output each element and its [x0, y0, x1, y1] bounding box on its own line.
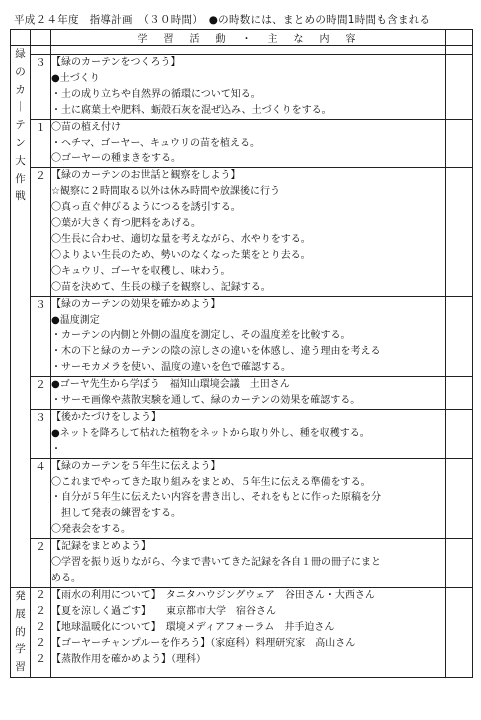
unit-label-char: ｜ — [15, 101, 26, 114]
activity-line: 〇真っ直ぐ伸びるようにつるを誘引する。 — [51, 202, 241, 214]
unit-label-char: 発 — [15, 589, 26, 602]
activity-line: ●温度測定 — [51, 314, 100, 326]
unit-label-cell — [11, 587, 31, 677]
activity-line: 【ゴーヤーチャンプルーを作ろう】（家庭科）料理研究家 高山さん — [51, 637, 356, 649]
activity-line: 【緑のカーテンをつくろう】 — [51, 57, 181, 68]
unit-label-char: 的 — [15, 625, 26, 638]
activity-line: 〇苗を決めて、生長の様子を観察し、記録する。 — [51, 281, 271, 293]
activity-row — [11, 377, 473, 410]
activity-cell — [51, 458, 446, 539]
hours-value: ２ — [35, 588, 46, 601]
notes-cell — [446, 458, 473, 539]
unit-label — [15, 46, 27, 206]
activity-line: ・ヘチマ、ゴーヤー、キュウリの苗を植える。 — [51, 137, 260, 149]
activity-line: ・自分が５年生に伝えたい内容を書き出し、それをもとに作った原稿を分 — [51, 492, 381, 504]
activity-line: ・サーモカメラを使い、温度の違いを色で確認する。 — [51, 362, 291, 374]
hours-cell: ２ — [31, 377, 51, 410]
hours-cell: １ — [31, 119, 51, 168]
hours-value: ２ — [35, 604, 46, 617]
unit-label-char: 大 — [15, 154, 26, 167]
unit-label-char: テ — [15, 119, 26, 132]
hours-value: ２ — [35, 652, 46, 665]
page-title: 平成２４年度 指導計画 （３０時間） ●の時数には、まとめの時間1時間も含まれる — [14, 14, 431, 26]
activity-line: 【地球温暖化について】 環境メディアフォーラム 井手迫さん — [51, 621, 335, 633]
spacer-row — [11, 46, 473, 55]
activity-cell — [51, 409, 446, 458]
activity-line: 〇これまでやってきた取り組みをまとめ、５年生に伝える準備をする。 — [51, 476, 371, 488]
activity-line: 〇ゴーヤーの種まきをする。 — [51, 153, 181, 165]
activity-cell — [51, 539, 446, 588]
notes-cell — [446, 119, 473, 168]
hours-cell: ３ — [31, 296, 51, 377]
activity-row — [11, 55, 473, 120]
activity-cell — [51, 296, 446, 377]
activity-row — [11, 168, 473, 296]
unit-label-char: ン — [15, 136, 26, 149]
notes-cell — [446, 539, 473, 588]
unit-label-char: 展 — [15, 607, 26, 620]
notes-cell — [446, 296, 473, 377]
hours-value: ２ — [35, 636, 46, 649]
activity-line: ・土の成り立ちや自然界の循環について知る。 — [51, 88, 261, 100]
activity-line: 【緑のカーテンを５年生に伝えよう】 — [51, 460, 221, 472]
activity-cell — [51, 587, 446, 677]
unit-label-char: 作 — [15, 172, 26, 185]
unit-label — [15, 588, 27, 677]
notes-cell — [446, 168, 473, 296]
activity-line: 〇キュウリ、ゴーヤを収穫し、味わう。 — [51, 265, 231, 277]
header-blank-cell — [446, 30, 473, 46]
spacer-cell — [31, 46, 51, 55]
unit-label-char: 学 — [15, 643, 26, 656]
notes-cell — [446, 377, 473, 410]
hours-cell — [31, 587, 51, 677]
activity-line: 担して発表の練習をする。 — [51, 508, 181, 520]
activity-line: ・サーモ画像や蒸散実験を通して、緑のカーテンの効果を確認する。 — [51, 395, 361, 407]
activity-line: 〇学習を振り返りながら、今まで書いてきた記録を各自１冊の冊子にまと — [51, 557, 381, 569]
activity-line: ・土に腐葉土や肥料、蛎殻石灰を混ぜ込み、土づくりをする。 — [51, 104, 332, 116]
activity-line: 【記録をまとめよう】 — [51, 541, 151, 553]
activity-line: ●ゴーヤ先生から学ぼう 福知山環境会議 土田さん — [51, 379, 290, 391]
header-blank-cell — [11, 30, 31, 46]
hours-value: ２ — [35, 620, 46, 633]
activity-line: める。 — [51, 573, 81, 584]
spacer-cell — [51, 46, 446, 55]
activity-line: 〇よりよい生長のため、勢いのなくなった葉をとり去る。 — [51, 249, 311, 261]
activity-line: 〇発表会をする。 — [51, 524, 131, 536]
unit-label-char: カ — [15, 83, 26, 96]
activity-line: 【緑のカーテンのお世話と観察をしよう】 — [51, 170, 241, 182]
hours-cell: ３ — [31, 55, 51, 120]
activity-row — [11, 409, 473, 458]
activity-line: 〇葉が大きく育つ肥料をあげる。 — [51, 218, 201, 230]
activity-row — [11, 119, 473, 168]
activity-line: 〇苗の植え付け — [51, 121, 121, 133]
notes-cell — [446, 55, 473, 120]
unit-label-char: 緑 — [15, 48, 26, 60]
unit-label-cell — [11, 46, 31, 588]
notes-cell — [446, 587, 473, 677]
activity-line: 〇生長に合わせ、適切な量を考えながら、水やりをする。 — [51, 233, 311, 245]
header-activity: 学 習 活 動 ・ 主 な 内 容 — [51, 30, 446, 46]
activity-line: ☆観察に２時間取る以外は休み時間や放課後に行う — [51, 186, 280, 198]
activity-row — [11, 296, 473, 377]
hours-cell: ４ — [31, 458, 51, 539]
activity-cell — [51, 168, 446, 296]
unit-label-char: 戦 — [15, 190, 26, 203]
header-blank-cell — [31, 30, 51, 46]
development-row — [11, 587, 473, 677]
hours-cell: ３ — [31, 409, 51, 458]
unit-label-char: 習 — [15, 661, 26, 674]
spacer-cell — [446, 46, 473, 55]
plan-table — [10, 29, 473, 678]
activity-line: ・ — [51, 443, 61, 455]
notes-cell — [446, 409, 473, 458]
activity-line: 【緑のカーテンの効果を確かめよう】 — [51, 298, 221, 310]
activity-cell — [51, 55, 446, 120]
activity-line: 【雨水の利用について】 タニタハウジングウェア 谷田さん・大西さん — [51, 589, 375, 601]
hours-cell: ２ — [31, 539, 51, 588]
table-header-row — [11, 30, 473, 46]
activity-cell — [51, 119, 446, 168]
unit-label-char: の — [15, 65, 26, 78]
activity-line: ●土づくり — [51, 72, 100, 84]
activity-line: ●ネットを降ろして枯れた植物をネットから取り外し、種を収穫する。 — [51, 427, 370, 439]
activity-line: 【蒸散作用を確かめよう】（理科） — [51, 653, 206, 665]
activity-line: 【後かたづけをしよう】 — [51, 411, 161, 423]
activity-line: 【夏を涼しく過ごす】 東京都市大学 宿谷さん — [51, 605, 276, 617]
activity-line: ・木の下と緑のカーテンの陰の涼しさの違いを体感し、違う理由を考える — [51, 346, 381, 358]
activity-row — [11, 458, 473, 539]
hours-cell: ２ — [31, 168, 51, 296]
activity-line: ・カーテンの内側と外側の温度を測定し、その温度差を比較する。 — [51, 330, 351, 342]
activity-row — [11, 539, 473, 588]
activity-cell — [51, 377, 446, 410]
